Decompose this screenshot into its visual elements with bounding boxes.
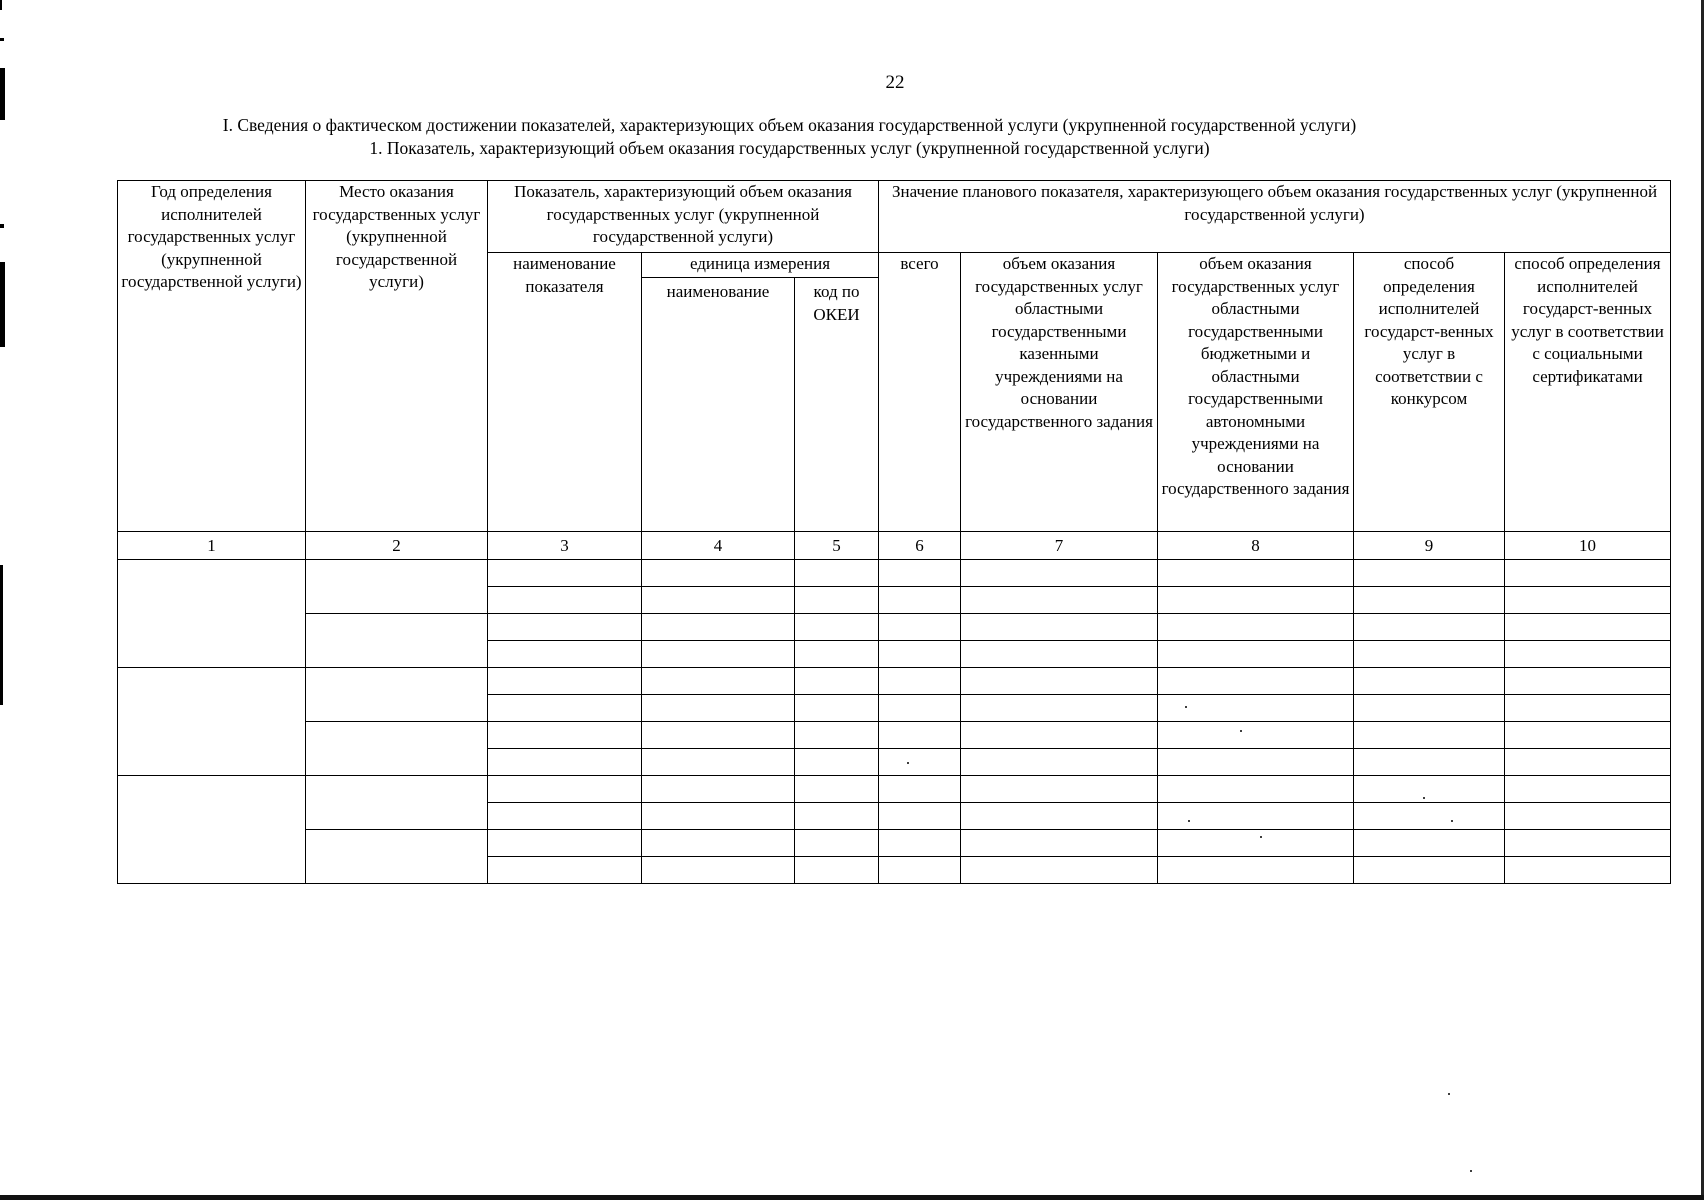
header-indicator-name: наименование показателя bbox=[488, 253, 642, 532]
indicator-table bbox=[117, 180, 1671, 884]
table-cell bbox=[879, 776, 961, 803]
table-cell bbox=[488, 857, 642, 884]
crop-mark bbox=[0, 224, 4, 228]
table-cell bbox=[879, 722, 961, 749]
scan-speck bbox=[1185, 706, 1187, 708]
table-cell bbox=[642, 830, 795, 857]
table-cell bbox=[488, 668, 642, 695]
column-number: 2 bbox=[306, 532, 488, 560]
place-cell bbox=[306, 668, 488, 722]
table-cell bbox=[1354, 587, 1505, 614]
scan-speck bbox=[1451, 820, 1453, 822]
table-cell bbox=[488, 803, 642, 830]
table-cell bbox=[1158, 614, 1354, 641]
table-cell bbox=[642, 749, 795, 776]
table-cell bbox=[1354, 803, 1505, 830]
table-row bbox=[118, 830, 1671, 857]
header-volume-budget-institutions: объем оказания государственных услуг областными государственными бюджетными и областными государственными автономными учреждениями на основании государственного задания bbox=[1158, 253, 1354, 532]
table-cell bbox=[961, 695, 1158, 722]
table-cell bbox=[1158, 695, 1354, 722]
table-cell bbox=[642, 776, 795, 803]
table-cell bbox=[1505, 560, 1671, 587]
table-cell bbox=[488, 560, 642, 587]
table-cell bbox=[879, 587, 961, 614]
table-cell bbox=[1158, 776, 1354, 803]
table-cell bbox=[642, 695, 795, 722]
table-cell bbox=[488, 695, 642, 722]
table-row bbox=[118, 560, 1671, 587]
table-cell bbox=[879, 614, 961, 641]
header-year: Год определения исполнителей государственных услуг (укрупненной государственной услуги) bbox=[118, 181, 306, 532]
table-cell bbox=[961, 722, 1158, 749]
column-number: 4 bbox=[642, 532, 795, 560]
place-cell bbox=[306, 830, 488, 884]
table-row bbox=[118, 668, 1671, 695]
table-cell bbox=[488, 776, 642, 803]
table-cell bbox=[1505, 857, 1671, 884]
table-cell bbox=[1354, 830, 1505, 857]
table-cell bbox=[642, 668, 795, 695]
table-cell bbox=[1505, 668, 1671, 695]
table-cell bbox=[642, 857, 795, 884]
table-cell bbox=[961, 587, 1158, 614]
table-cell bbox=[642, 560, 795, 587]
column-number: 8 bbox=[1158, 532, 1354, 560]
table-cell bbox=[1158, 803, 1354, 830]
header-method-certificates: способ определения исполнителей государст-венных услуг в соответствии с социальными сертификатами bbox=[1505, 253, 1671, 532]
table-cell bbox=[795, 776, 879, 803]
column-number: 9 bbox=[1354, 532, 1505, 560]
scan-speck bbox=[1423, 797, 1425, 799]
table-cell bbox=[961, 776, 1158, 803]
table-cell bbox=[1354, 668, 1505, 695]
scan-speck bbox=[1470, 1170, 1472, 1172]
table-cell bbox=[488, 614, 642, 641]
table-cell bbox=[1505, 830, 1671, 857]
column-number-row bbox=[118, 532, 1671, 560]
header-indicator-group: Показатель, характеризующий объем оказания государственных услуг (укрупненной государственной услуги) bbox=[488, 181, 879, 253]
table-cell bbox=[879, 668, 961, 695]
table-cell bbox=[1354, 857, 1505, 884]
subsection-heading: 1. Показатель, характеризующий объем оказания государственных услуг (укрупненной государственной услуги) bbox=[369, 138, 1210, 158]
table-cell bbox=[879, 641, 961, 668]
table-cell bbox=[488, 722, 642, 749]
table-cell bbox=[1354, 560, 1505, 587]
table-cell bbox=[879, 830, 961, 857]
table-cell bbox=[488, 749, 642, 776]
table-cell bbox=[488, 641, 642, 668]
table-cell bbox=[642, 641, 795, 668]
crop-mark bbox=[0, 565, 3, 705]
scan-edge-bottom bbox=[0, 1195, 1704, 1200]
table-cell bbox=[1505, 587, 1671, 614]
table-cell bbox=[1505, 614, 1671, 641]
table-cell bbox=[1354, 641, 1505, 668]
table-cell bbox=[488, 830, 642, 857]
table-cell bbox=[961, 641, 1158, 668]
header-unit-name: наименование bbox=[642, 278, 795, 532]
table-cell bbox=[1505, 722, 1671, 749]
column-number: 3 bbox=[488, 532, 642, 560]
table-cell bbox=[1158, 641, 1354, 668]
table-cell bbox=[961, 830, 1158, 857]
table-row bbox=[118, 776, 1671, 803]
table-cell bbox=[795, 857, 879, 884]
page-number: 22 bbox=[885, 72, 905, 93]
header-volume-state-institutions: объем оказания государственных услуг областными государственными казенными учреждениями на основании государственного задания bbox=[961, 253, 1158, 532]
header-place: Место оказания государственных услуг (укрупненной государственной услуги) bbox=[306, 181, 488, 532]
table-cell bbox=[1158, 857, 1354, 884]
table-cell bbox=[795, 695, 879, 722]
table-cell bbox=[1158, 587, 1354, 614]
table-cell bbox=[1158, 830, 1354, 857]
header-total: всего bbox=[879, 253, 961, 532]
header-unit-group: единица измерения bbox=[642, 253, 879, 278]
table-cell bbox=[1158, 749, 1354, 776]
table-cell bbox=[795, 560, 879, 587]
table-cell bbox=[879, 803, 961, 830]
table-cell bbox=[961, 803, 1158, 830]
table-cell bbox=[1354, 614, 1505, 641]
table-cell bbox=[1354, 722, 1505, 749]
table-cell bbox=[1158, 722, 1354, 749]
table-row bbox=[118, 722, 1671, 749]
year-cell bbox=[118, 668, 306, 776]
place-cell bbox=[306, 614, 488, 668]
table-cell bbox=[961, 857, 1158, 884]
column-number: 6 bbox=[879, 532, 961, 560]
table-cell bbox=[795, 614, 879, 641]
table-cell bbox=[642, 614, 795, 641]
place-cell bbox=[306, 776, 488, 830]
table-cell bbox=[642, 587, 795, 614]
table-cell bbox=[795, 641, 879, 668]
scan-speck bbox=[1448, 1093, 1450, 1095]
table-cell bbox=[1158, 668, 1354, 695]
table-cell bbox=[1505, 641, 1671, 668]
table-cell bbox=[1505, 695, 1671, 722]
scan-speck bbox=[1240, 730, 1242, 732]
table-cell bbox=[795, 668, 879, 695]
scan-speck bbox=[907, 762, 909, 764]
table-cell bbox=[961, 560, 1158, 587]
table-cell bbox=[795, 749, 879, 776]
table-cell bbox=[1354, 776, 1505, 803]
header-row bbox=[118, 181, 1671, 253]
table-cell bbox=[488, 587, 642, 614]
section-heading: I. Сведения о фактическом достижении показателей, характеризующих объем оказания государственной услуги (укрупненной государственной услуги) bbox=[222, 115, 1357, 135]
crop-mark bbox=[0, 262, 5, 347]
place-cell bbox=[306, 722, 488, 776]
table-cell bbox=[879, 749, 961, 776]
header-method-competition: способ определения исполнителей государст-венных услуг в соответствии с конкурсом bbox=[1354, 253, 1505, 532]
column-number: 7 bbox=[961, 532, 1158, 560]
table-cell bbox=[795, 830, 879, 857]
table-cell bbox=[1505, 803, 1671, 830]
table-cell bbox=[795, 803, 879, 830]
table-cell bbox=[961, 749, 1158, 776]
table-cell bbox=[795, 587, 879, 614]
table-cell bbox=[1505, 749, 1671, 776]
table-cell bbox=[961, 614, 1158, 641]
table-cell bbox=[1354, 695, 1505, 722]
table-cell bbox=[961, 668, 1158, 695]
table-cell bbox=[1505, 776, 1671, 803]
table-cell bbox=[879, 695, 961, 722]
place-cell bbox=[306, 560, 488, 614]
table-cell bbox=[642, 803, 795, 830]
scan-speck bbox=[1260, 836, 1262, 838]
table-cell bbox=[1354, 749, 1505, 776]
column-number: 5 bbox=[795, 532, 879, 560]
scan-speck bbox=[1188, 820, 1190, 822]
table-cell bbox=[795, 722, 879, 749]
table-row bbox=[118, 614, 1671, 641]
column-number: 1 bbox=[118, 532, 306, 560]
header-okei-code: код по ОКЕИ bbox=[795, 278, 879, 532]
year-cell bbox=[118, 560, 306, 668]
table-cell bbox=[879, 857, 961, 884]
crop-mark bbox=[0, 0, 2, 10]
table-cell bbox=[642, 722, 795, 749]
header-planned-value-group: Значение планового показателя, характеризующего объем оказания государственных услуг (укрупненной государственной услуги) bbox=[879, 181, 1671, 253]
table-cell bbox=[1158, 560, 1354, 587]
year-cell bbox=[118, 776, 306, 884]
table-cell bbox=[879, 560, 961, 587]
crop-mark bbox=[0, 38, 4, 41]
column-number: 10 bbox=[1505, 532, 1671, 560]
